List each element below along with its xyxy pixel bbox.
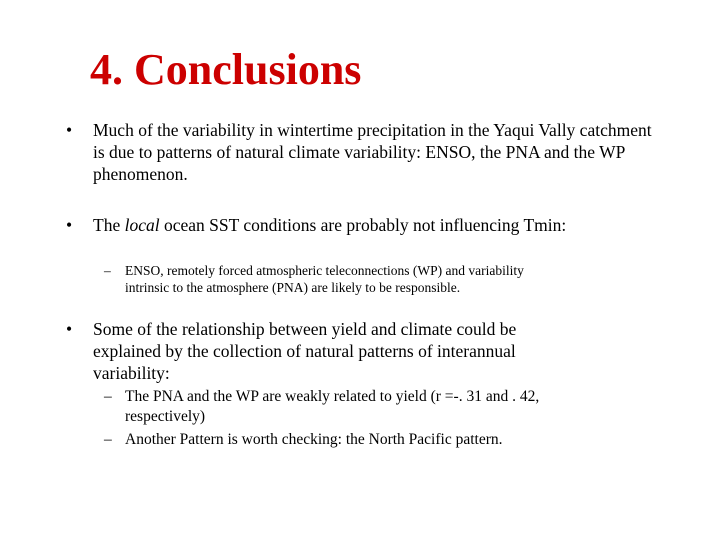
sub-bullet-item	[104, 262, 534, 296]
sub-bullet-text: ENSO, remotely forced atmospheric teleconnections (WP) and variability intrinsic to the atmosphere (PNA) are likely to be responsible.	[125, 263, 524, 295]
bullet-item-1	[66, 119, 666, 185]
bullet-marker: •	[66, 319, 73, 339]
sub-bullet-text: Another Pattern is worth checking: the North Pacific pattern.	[125, 431, 503, 448]
bullet-item-2	[66, 214, 666, 236]
bullet-item-3	[66, 318, 566, 384]
sub-bullet-marker: –	[104, 431, 112, 448]
bullet-marker: •	[66, 120, 73, 140]
slide-title: 4. Conclusions	[90, 45, 362, 94]
bullet-marker: •	[66, 215, 73, 235]
bullet-text-start: The	[93, 215, 125, 235]
sub-bullet-item	[104, 387, 564, 427]
bullet-text: Much of the variability in wintertime precipitation in the Yaqui Vally catchment is due to patterns of natural climate variability: ENSO, the PNA and the WP phenomenon.	[93, 120, 652, 184]
bullet-text	[93, 214, 666, 236]
bullet-text: Some of the relationship between yield and climate could be explained by the collection of natural patterns of interannual variability:	[93, 319, 517, 383]
sub-bullet-marker: –	[104, 263, 111, 278]
sub-bullet-marker: –	[104, 388, 112, 405]
sub-bullet-item	[104, 430, 574, 450]
bullet-text-end: ocean SST conditions are probably not influencing Tmin:	[159, 215, 567, 235]
bullet-text-emphasis: local	[124, 215, 160, 235]
sub-bullet-text: The PNA and the WP are weakly related to yield (r =-. 31 and . 42, respectively)	[125, 388, 540, 425]
